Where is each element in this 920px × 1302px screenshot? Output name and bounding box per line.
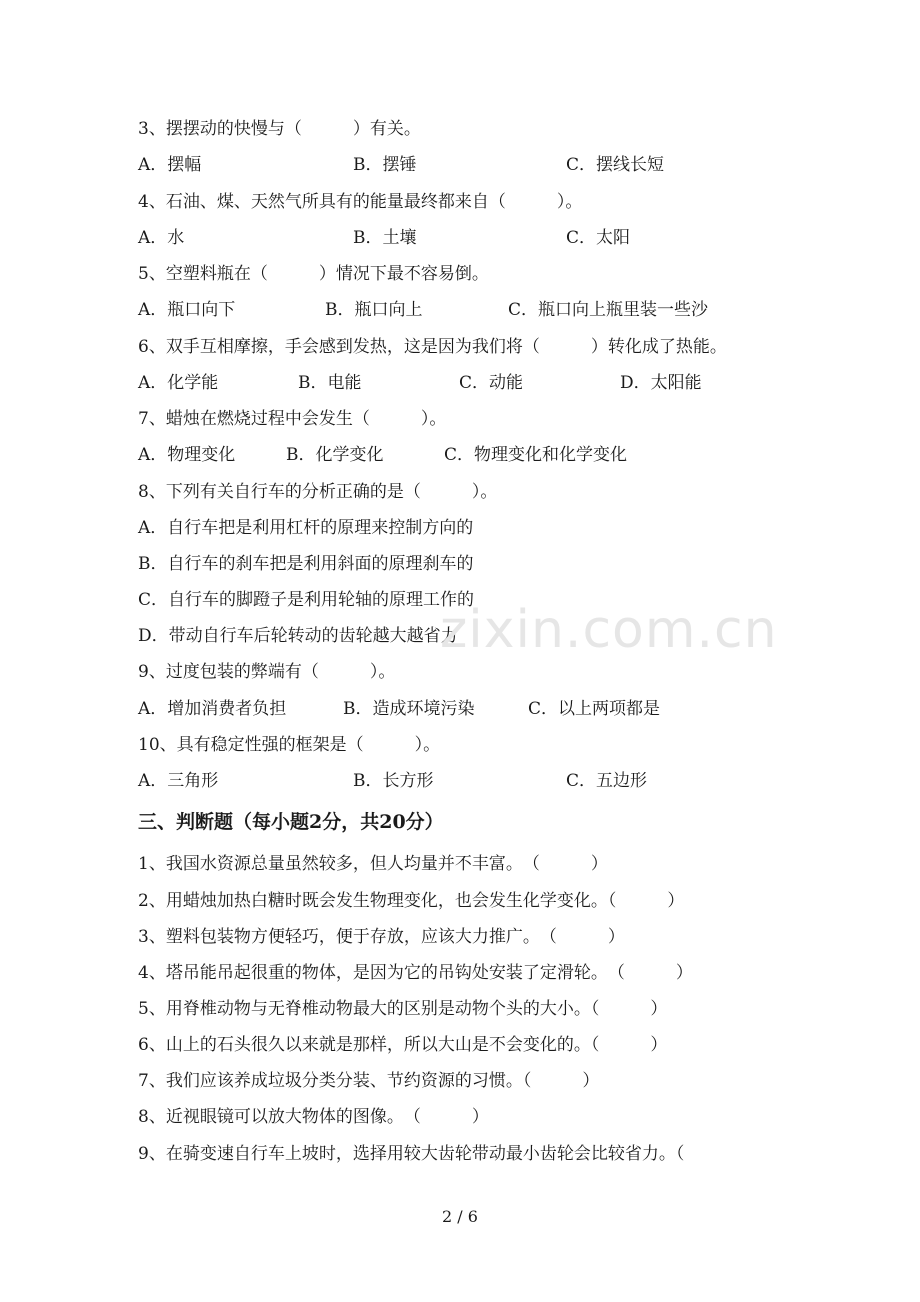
judgement-item: 8、近视眼镜可以放大物体的图像。 （ ） xyxy=(138,1107,489,1127)
question-stem: 10、具有稳定性强的框架是（ ）。 xyxy=(138,735,441,755)
question-stem: 7、蜡烛在燃烧过程中会发生（ ）。 xyxy=(138,409,447,429)
question-stem: 5、空塑料瓶在（ ）情况下最不容易倒。 xyxy=(138,264,489,284)
option: B．长方形 xyxy=(353,771,434,791)
option: B．摆锤 xyxy=(353,155,417,175)
option: B．造成环境污染 xyxy=(343,699,475,719)
option: B．化学变化 xyxy=(286,445,384,465)
option: A．瓶口向下 xyxy=(138,300,236,320)
question-stem: 3、摆摆动的快慢与（ ）有关。 xyxy=(138,119,421,139)
judgement-item: 3、塑料包装物方便轻巧，便于存放，应该大力推广。 （ ） xyxy=(138,927,625,947)
page-number: 2 / 6 xyxy=(442,1207,478,1226)
option: B．土壤 xyxy=(353,228,417,248)
question-stem: 4、石油、煤、天然气所具有的能量最终都来自（ ）。 xyxy=(138,192,583,212)
option: D．带动自行车后轮转动的齿轮越大越省力 xyxy=(138,626,458,646)
question-stem: 8、下列有关自行车的分析正确的是（ ）。 xyxy=(138,482,498,502)
watermark: zixin.com.cn xyxy=(440,600,778,660)
option: B．自行车的刹车把是利用斜面的原理刹车的 xyxy=(138,554,474,574)
judgement-item: 1、我国水资源总量虽然较多，但人均量并不丰富。 （ ） xyxy=(138,854,608,874)
judgement-item: 6、山上的石头很久以来就是那样，所以大山是不会变化的。（ ） xyxy=(138,1035,668,1055)
question-stem: 9、过度包装的弊端有（ ）。 xyxy=(138,662,396,682)
option: B．电能 xyxy=(298,373,362,393)
judgement-item: 7、我们应该养成垃圾分类分装、节约资源的习惯。（ ） xyxy=(138,1071,600,1091)
section-title: 三、判断题（每小题2分，共20分） xyxy=(138,811,444,833)
option: C．以上两项都是 xyxy=(528,699,661,719)
judgement-item: 9、在骑变速自行车上坡时，选择用较大齿轮带动最小齿轮会比较省力。（ xyxy=(138,1144,685,1164)
option: A．增加消费者负担 xyxy=(138,699,287,719)
option: A．水 xyxy=(138,228,185,248)
judgement-item: 5、用脊椎动物与无脊椎动物最大的区别是动物个头的大小。（ ） xyxy=(138,999,668,1019)
option: C．动能 xyxy=(459,373,524,393)
question-stem: 6、双手互相摩擦，手会感到发热，这是因为我们将（ ）转化成了热能。 xyxy=(138,337,727,357)
option: C．太阳 xyxy=(566,228,631,248)
option: A．自行车把是利用杠杆的原理来控制方向的 xyxy=(138,518,474,538)
judgement-item: 2、用蜡烛加热白糖时既会发生物理变化，也会发生化学变化。（ ） xyxy=(138,891,685,911)
option: A．三角形 xyxy=(138,771,219,791)
option: C．瓶口向上瓶里装一些沙 xyxy=(508,300,709,320)
option: A．化学能 xyxy=(138,373,219,393)
option: A．摆幅 xyxy=(138,155,202,175)
option: D．太阳能 xyxy=(620,373,702,393)
option: C．摆线长短 xyxy=(566,155,665,175)
option: C．物理变化和化学变化 xyxy=(444,445,628,465)
judgement-item: 4、塔吊能吊起很重的物体，是因为它的吊钩处安装了定滑轮。 （ ） xyxy=(138,963,693,983)
option: A．物理变化 xyxy=(138,445,236,465)
option: C．自行车的脚蹬子是利用轮轴的原理工作的 xyxy=(138,590,475,610)
option: B．瓶口向上 xyxy=(325,300,423,320)
option: C．五边形 xyxy=(566,771,648,791)
